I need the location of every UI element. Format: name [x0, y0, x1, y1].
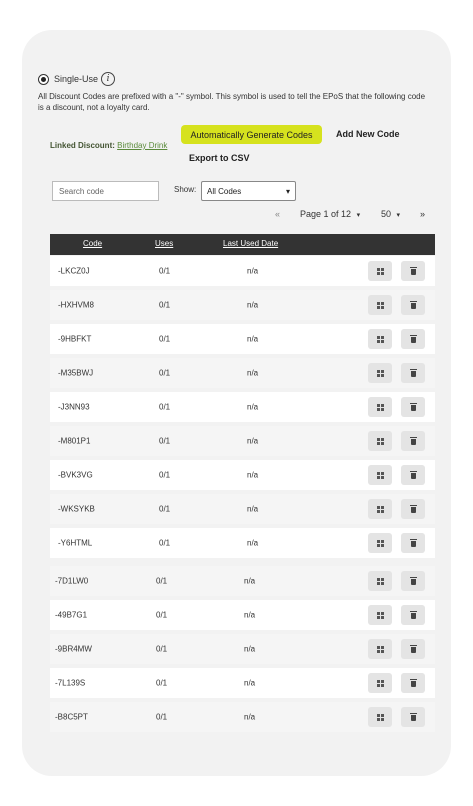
- delete-button[interactable]: [401, 639, 425, 659]
- uses-cell: 0/1: [159, 266, 171, 276]
- single-use-label: Single-Use: [54, 74, 99, 84]
- table-row: [50, 668, 435, 698]
- trash-icon: [411, 337, 416, 343]
- qr-code-button[interactable]: [368, 329, 392, 349]
- qr-code-icon: [377, 472, 384, 479]
- uses-cell: 0/1: [156, 576, 168, 586]
- uses-cell: 0/1: [159, 334, 171, 344]
- qr-code-button[interactable]: [368, 499, 392, 519]
- uses-cell: 0/1: [156, 712, 168, 722]
- trash-icon: [411, 405, 416, 411]
- qr-code-button[interactable]: [368, 639, 392, 659]
- show-filter-value: All Codes: [207, 186, 242, 196]
- qr-code-button[interactable]: [368, 533, 392, 553]
- code-cell: -Y6HTML: [58, 538, 93, 548]
- qr-code-icon: [377, 302, 384, 309]
- qr-code-button[interactable]: [368, 673, 392, 693]
- qr-code-button[interactable]: [368, 261, 392, 281]
- qr-code-icon: [377, 404, 384, 411]
- uses-cell: 0/1: [156, 644, 168, 654]
- prefix-note: All Discount Codes are prefixed with a "-" symbol. This symbol is used to tell the EPoS that the following code is a discount, not a loyalty card.: [38, 92, 426, 112]
- qr-code-icon: [377, 578, 384, 585]
- trash-icon: [411, 439, 416, 445]
- qr-code-icon: [377, 714, 384, 721]
- table-row: [50, 358, 435, 388]
- chevron-down-icon: ▾: [356, 212, 361, 219]
- uses-cell: 0/1: [159, 538, 171, 548]
- single-use-radio[interactable]: [38, 74, 49, 85]
- code-cell: -J3NN93: [58, 402, 90, 412]
- linked-discount: [50, 141, 167, 150]
- table-row: [50, 460, 435, 490]
- delete-button[interactable]: [401, 431, 425, 451]
- qr-code-icon: [377, 438, 384, 445]
- last-used-cell: n/a: [247, 368, 259, 378]
- qr-code-icon: [377, 540, 384, 547]
- last-used-cell: n/a: [247, 504, 259, 514]
- qr-code-button[interactable]: [368, 465, 392, 485]
- qr-code-button[interactable]: [368, 605, 392, 625]
- trash-icon: [411, 715, 416, 721]
- uses-cell: 0/1: [159, 470, 171, 480]
- show-filter-select[interactable]: [201, 181, 296, 201]
- table-row: [50, 566, 435, 596]
- code-cell: -9BR4MW: [55, 644, 92, 654]
- code-cell: -7D1LW0: [55, 576, 89, 586]
- uses-cell: 0/1: [159, 300, 171, 310]
- code-cell: -M801P1: [58, 436, 91, 446]
- qr-code-button[interactable]: [368, 295, 392, 315]
- trash-icon: [411, 613, 416, 619]
- table-row: [50, 600, 435, 630]
- delete-button[interactable]: [401, 533, 425, 553]
- table-row: [50, 392, 435, 422]
- column-header-uses[interactable]: Uses: [155, 239, 174, 248]
- last-used-cell: n/a: [244, 644, 256, 654]
- qr-code-button[interactable]: [368, 571, 392, 591]
- chevron-down-icon: ▾: [285, 186, 290, 196]
- qr-code-button[interactable]: [368, 397, 392, 417]
- delete-button[interactable]: [401, 499, 425, 519]
- per-page-value: 50: [381, 209, 392, 219]
- add-new-code-button[interactable]: Add New Code: [336, 129, 400, 139]
- uses-cell: 0/1: [159, 504, 171, 514]
- trash-icon: [411, 303, 416, 309]
- single-use-option[interactable]: [38, 72, 115, 86]
- code-cell: -9HBFKT: [58, 334, 92, 344]
- trash-icon: [411, 681, 416, 687]
- trash-icon: [411, 371, 416, 377]
- column-header-last-used[interactable]: Last Used Date: [223, 239, 279, 248]
- qr-code-icon: [377, 506, 384, 513]
- table-row: [50, 426, 435, 456]
- trash-icon: [411, 579, 416, 585]
- code-cell: -LKCZ0J: [58, 266, 90, 276]
- trash-icon: [411, 507, 416, 513]
- page-indicator: Page 1 of 12: [300, 209, 352, 219]
- delete-button[interactable]: [401, 397, 425, 417]
- table-row: [50, 528, 435, 558]
- table-row: [50, 256, 435, 286]
- table-row: [50, 290, 435, 320]
- uses-cell: 0/1: [156, 610, 168, 620]
- uses-cell: 0/1: [159, 402, 171, 412]
- delete-button[interactable]: [401, 295, 425, 315]
- search-input[interactable]: [52, 181, 159, 201]
- delete-button[interactable]: [401, 465, 425, 485]
- last-used-cell: n/a: [244, 678, 256, 688]
- qr-code-icon: [377, 336, 384, 343]
- qr-code-button[interactable]: [368, 431, 392, 451]
- qr-code-button[interactable]: [368, 363, 392, 383]
- last-used-cell: n/a: [244, 610, 256, 620]
- uses-cell: 0/1: [159, 436, 171, 446]
- linked-discount-link[interactable]: Birthday Drink: [117, 141, 168, 150]
- table-row: [50, 634, 435, 664]
- trash-icon: [411, 473, 416, 479]
- last-used-cell: n/a: [244, 576, 256, 586]
- code-cell: -HXHVM8: [58, 300, 95, 310]
- page-selector[interactable]: [300, 209, 360, 219]
- table-row: [50, 324, 435, 354]
- delete-button[interactable]: [401, 363, 425, 383]
- show-label: Show:: [174, 185, 197, 194]
- code-cell: -49B7G1: [55, 610, 88, 620]
- export-csv-button[interactable]: Export to CSV: [189, 153, 250, 163]
- table-row: [50, 494, 435, 524]
- delete-button[interactable]: [401, 707, 425, 727]
- last-used-cell: n/a: [247, 300, 259, 310]
- per-page-selector[interactable]: [381, 209, 400, 219]
- last-used-cell: n/a: [247, 470, 259, 480]
- prev-page-button[interactable]: «: [275, 209, 281, 219]
- delete-button[interactable]: [401, 605, 425, 625]
- trash-icon: [411, 269, 416, 275]
- delete-button[interactable]: [401, 571, 425, 591]
- last-used-cell: n/a: [247, 538, 259, 548]
- code-cell: -B8C5PT: [55, 712, 88, 722]
- qr-code-icon: [377, 268, 384, 275]
- table-row: [50, 702, 435, 732]
- last-used-cell: n/a: [247, 334, 259, 344]
- code-cell: -M35BWJ: [58, 368, 94, 378]
- trash-icon: [411, 541, 416, 547]
- delete-button[interactable]: [401, 329, 425, 349]
- info-icon[interactable]: i: [101, 72, 115, 86]
- last-used-cell: n/a: [247, 436, 259, 446]
- linked-discount-label: Linked Discount:: [50, 141, 115, 150]
- qr-code-icon: [377, 646, 384, 653]
- last-used-cell: n/a: [247, 266, 259, 276]
- table-header: [50, 234, 435, 255]
- code-cell: -7L139S: [55, 678, 86, 688]
- uses-cell: 0/1: [156, 678, 168, 688]
- generate-codes-button[interactable]: Automatically Generate Codes: [181, 125, 322, 144]
- code-cell: -BVK3VG: [58, 470, 93, 480]
- delete-button[interactable]: [401, 673, 425, 693]
- chevron-down-icon: ▾: [396, 212, 401, 219]
- qr-code-icon: [377, 680, 384, 687]
- qr-code-icon: [377, 612, 384, 619]
- delete-button[interactable]: [401, 261, 425, 281]
- uses-cell: 0/1: [159, 368, 171, 378]
- last-used-cell: n/a: [244, 712, 256, 722]
- qr-code-button[interactable]: [368, 707, 392, 727]
- column-header-code[interactable]: Code: [83, 239, 103, 248]
- code-cell: -WKSYKB: [58, 504, 95, 514]
- qr-code-icon: [377, 370, 384, 377]
- next-page-button[interactable]: »: [420, 209, 426, 219]
- trash-icon: [411, 647, 416, 653]
- last-used-cell: n/a: [247, 402, 259, 412]
